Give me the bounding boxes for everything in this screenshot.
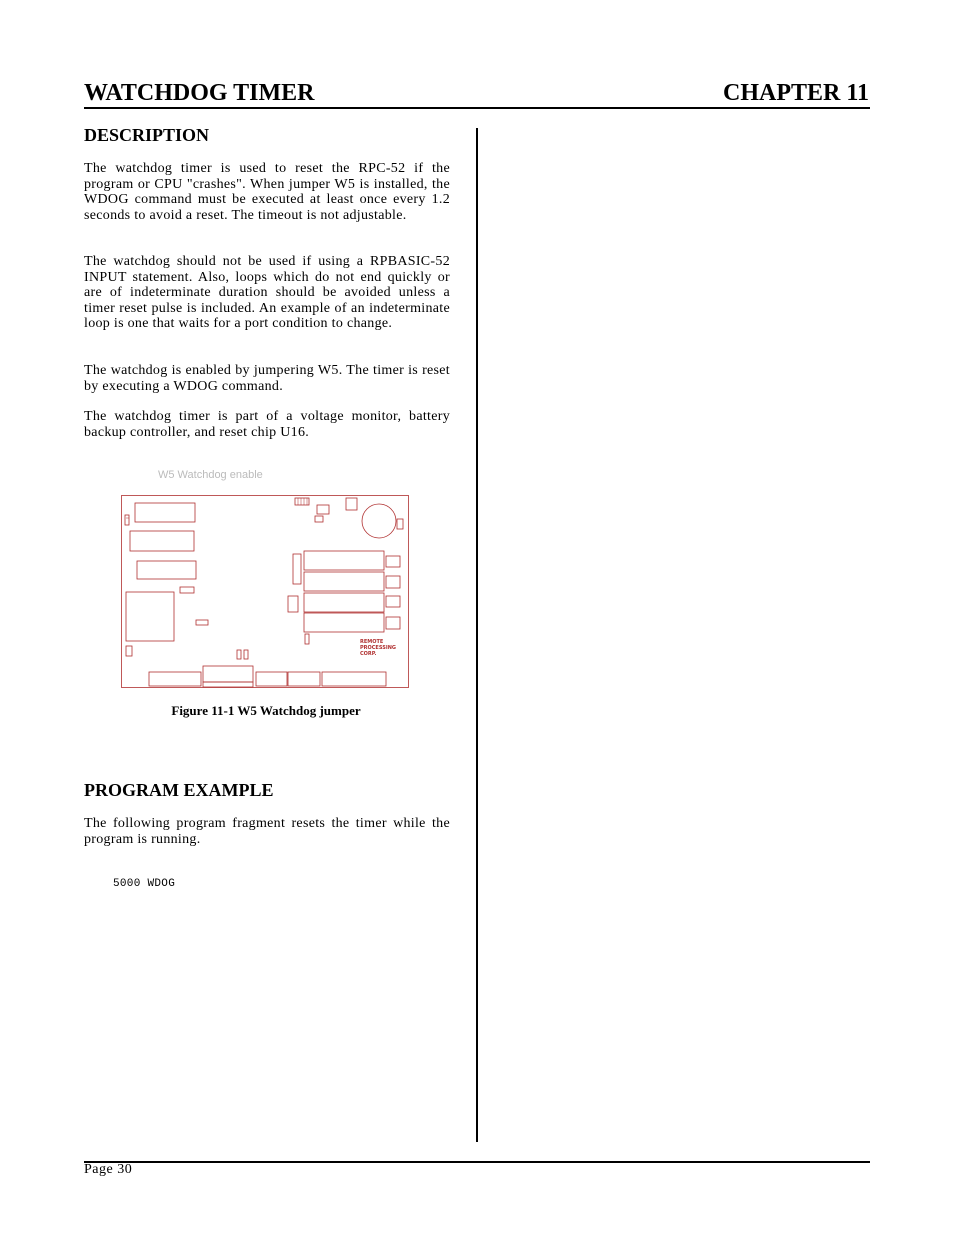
program-example-heading: PROGRAM EXAMPLE [84,780,274,800]
board-maker-line-3: CORP. [360,651,377,657]
page-number: Page 30 [84,1162,133,1177]
header-rule [84,107,870,109]
program-example-paragraph: The following program fragment resets the timer while the program is running. [84,816,450,847]
board-diagram [120,494,410,690]
code-sample: 5000 WDOG [113,878,176,890]
chapter-number: CHAPTER 11 [722,80,869,106]
description-heading: DESCRIPTION [84,125,210,145]
figure-caption: Figure 11-1 W5 Watchdog jumper [171,703,361,718]
description-paragraph-2: The watchdog should not be used if using a RPBASIC-52 INPUT statement. Also, loops which do not end quickly or are of indeterminate duration should be avoided unless a timer reset pulse is included. An example of an indeterminate loop is one that waits for a port condition to change. [84,254,450,331]
column-divider [476,128,478,1142]
board-maker-line-2: PROCESSING [360,645,396,651]
footer-rule [84,1161,870,1163]
board-maker-line-1: REMOTE [360,639,384,645]
description-paragraph-3: The watchdog is enabled by jumpering W5. The timer is reset by executing a WDOG command. [84,363,450,394]
description-paragraph-1: The watchdog timer is used to reset the RPC-52 if the program or CPU "crashes". When jumper W5 is installed, the WDOG command must be executed at least once every 1.2 seconds to avoid a reset. The timeout is not adjustable. [84,161,450,223]
chapter-title: WATCHDOG TIMER [84,80,315,106]
description-paragraph-4: The watchdog timer is part of a voltage monitor, battery backup controller, and reset chip U16. [84,409,450,440]
figure-callout-label: W5 Watchdog enable [158,469,263,481]
